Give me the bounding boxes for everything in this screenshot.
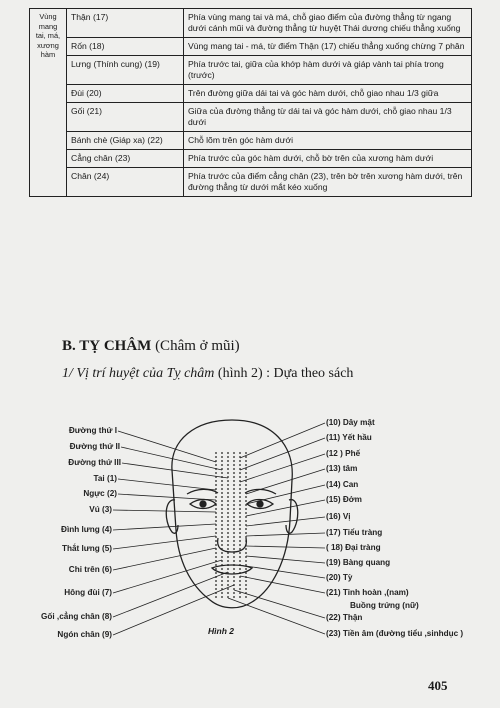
left-label: Ngón chân (9) [57, 630, 112, 639]
subheading-italic: 1/ Vị trí huyệt của Tỵ châm [62, 366, 215, 381]
right-label: (12 ) Phế [326, 449, 361, 458]
left-label: Ngực (2) [83, 489, 117, 498]
right-leader-lines [228, 423, 325, 634]
point-description: Giữa của đường thẳng từ dái tai và góc hàm dưới, chỗ giao nhau 1/3 dưới [184, 103, 472, 132]
right-label: (22) Thận [326, 613, 363, 622]
right-label: (10) Dây mật [326, 418, 375, 427]
point-name: Cẳng chân (23) [67, 150, 184, 168]
face-outline [166, 420, 297, 608]
right-label: (19) Bàng quang [326, 558, 391, 567]
meridian-lines [216, 452, 246, 600]
right-label: (23) Tiền âm (đường tiểu ,sinhdục ) [326, 629, 464, 638]
left-label: Đường thứ I [68, 426, 117, 435]
point-description: Phía vùng mang tai và má, chỗ giao điểm của đường thẳng từ ngang dưới cánh mũi và đường thẳng từ huyệt Thái dương chiếu thẳng xuống [184, 9, 472, 38]
right-label: ( 18) Đại tràng [326, 543, 381, 552]
right-label: (20) Tỳ [326, 573, 353, 582]
right-label: (21) Tinh hoàn ,(nam) [326, 588, 409, 597]
point-name: Lưng (Thính cung) (19) [67, 56, 184, 85]
left-label: Vú (3) [89, 505, 112, 514]
point-name: Rốn (18) [67, 38, 184, 56]
section-title-rest: (Châm ở mũi) [151, 338, 240, 354]
point-description: Phía trước của góc hàm dưới, chỗ bờ trên của xương hàm dưới [184, 150, 472, 168]
point-name: Đùi (20) [67, 85, 184, 103]
point-description: Vùng mang tai - má, từ điểm Thận (17) chiếu thẳng xuống chừng 7 phân [184, 38, 472, 56]
left-label: Gối ,cẳng chân (8) [41, 612, 112, 621]
figure-caption: Hình 2 [208, 626, 234, 636]
right-label: (13) tâm [326, 464, 358, 473]
left-label: Hông đùi (7) [64, 588, 112, 597]
point-name: Bánh chè (Giáp xa) (22) [67, 132, 184, 150]
right-label: (17) Tiểu tràng [326, 528, 383, 537]
left-label: Đường thứ II [69, 442, 120, 451]
point-description: Chỗ lõm trên góc hàm dưới [184, 132, 472, 150]
point-name: Thận (17) [67, 9, 184, 38]
right-label: (15) Đởm [326, 495, 362, 504]
left-label: Thắt lưng (5) [61, 544, 112, 553]
subheading-rest: (hình 2) : Dựa theo sách [214, 366, 354, 381]
right-label: Buồng trứng (nữ) [350, 601, 419, 610]
region-cell: Vùng mang tai, má, xương hàm [30, 9, 67, 197]
point-description: Phía trước của điểm cẳng chân (23), trên bờ trên xương hàm dưới, trên đường thẳng từ dưới mắt kéo xuống [184, 168, 472, 197]
point-description: Phía trước tai, giữa của khớp hàm dưới và giáp vành tai phía trong (trước) [184, 56, 472, 85]
section-title-bold: B. TỴ CHÂM [62, 338, 152, 354]
left-label: Chi trên (6) [68, 565, 112, 574]
page-number: 405 [428, 678, 448, 693]
right-label: (16) Vị [326, 512, 351, 521]
left-label: Đường thứ III [68, 458, 121, 467]
point-name: Gối (21) [67, 103, 184, 132]
point-name: Chân (24) [67, 168, 184, 197]
left-label: Tai (1) [93, 474, 117, 483]
right-label: (14) Can [326, 480, 359, 489]
right-label: (11) Yết hầu [326, 433, 372, 442]
point-description: Trên đường giữa dái tai và góc hàm dưới, chỗ giao nhau 1/3 giữa [184, 85, 472, 103]
left-label: Đình lưng (4) [61, 525, 112, 534]
